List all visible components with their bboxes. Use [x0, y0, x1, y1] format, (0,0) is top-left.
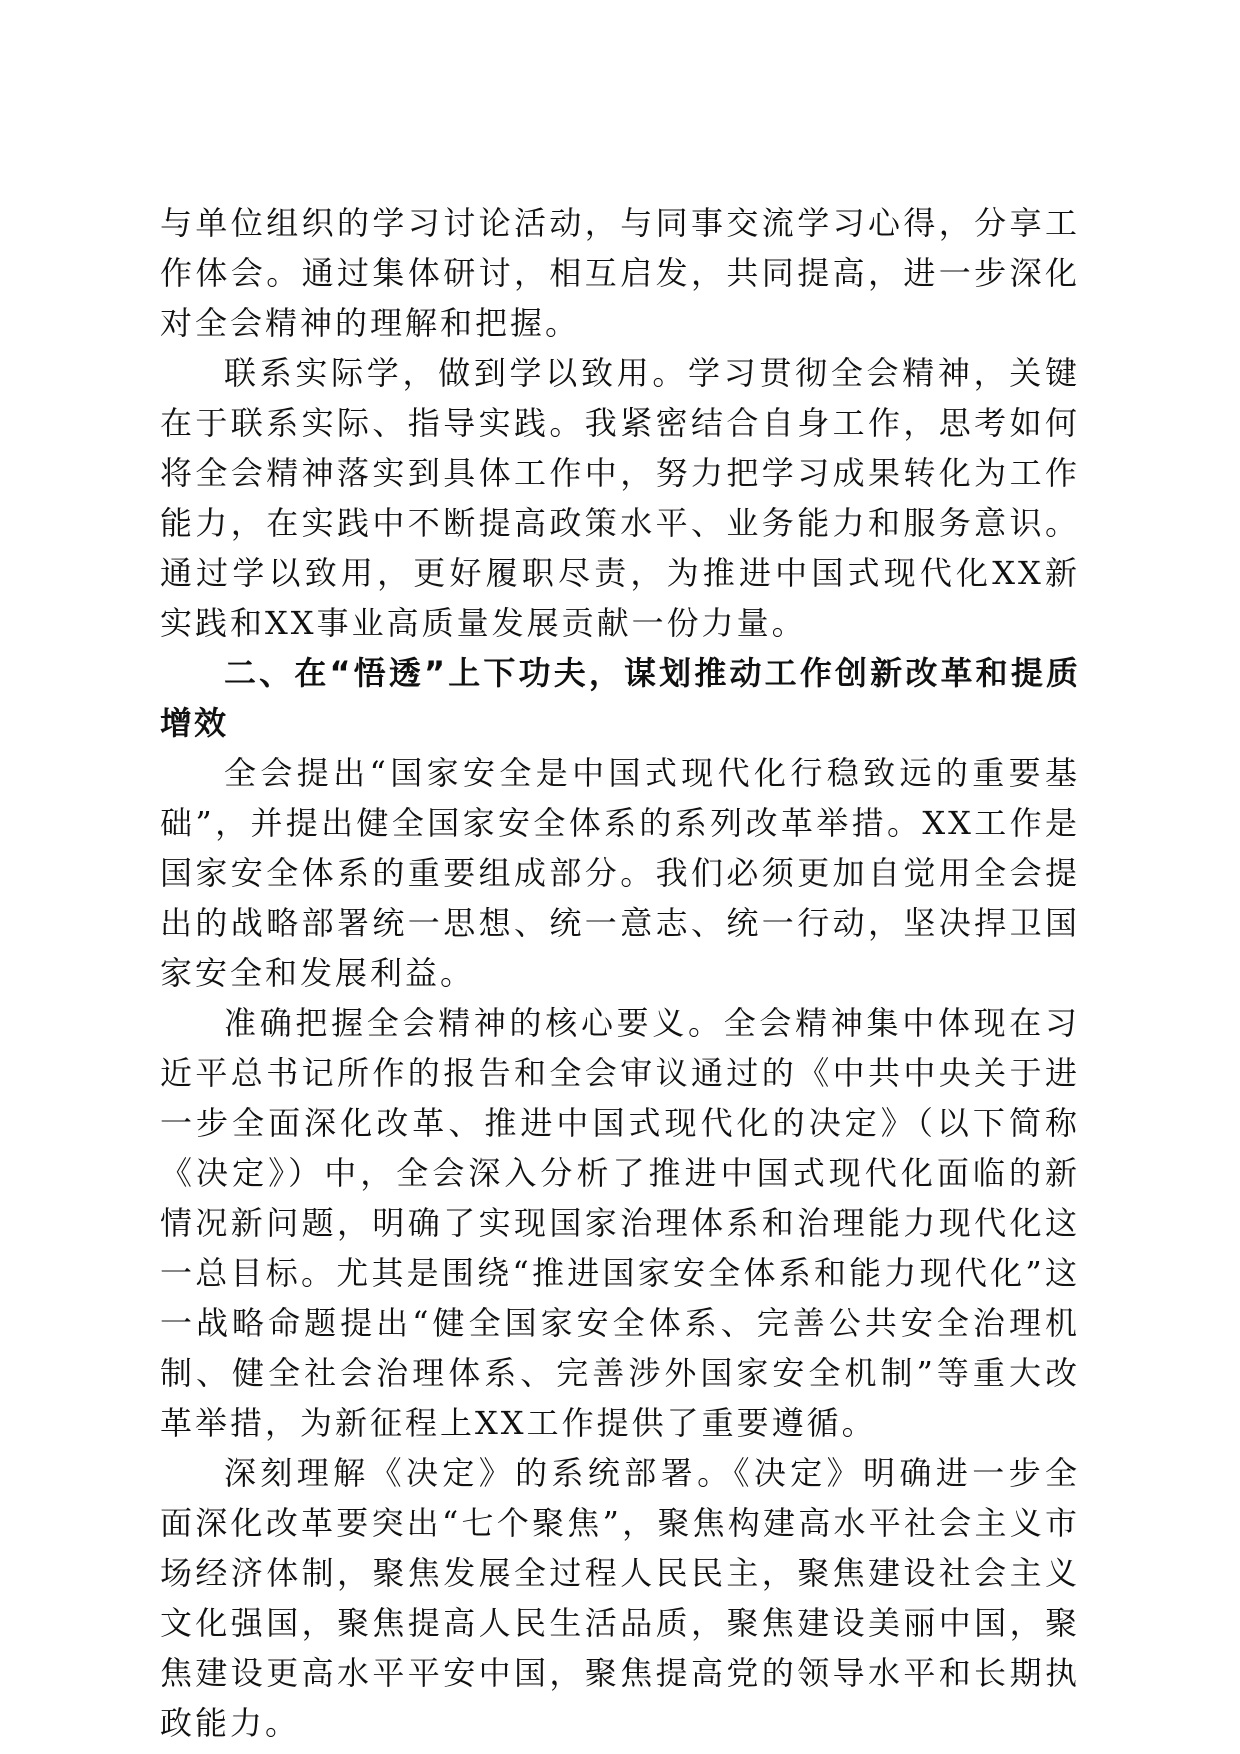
paragraph-apply-learning: 联系实际学，做到学以致用。学习贯彻全会精神，关键在于联系实际、指导实践。我紧密结合自身工作，思考如何将全会精神落实到具体工作中，努力把学习成果转化为工作能力，在实践中不断提高政策水平、业务能力和服务意识。通过学以致用，更好履职尽责，为推进中国式现代化XX新实践和XX事业高质量发展贡献一份力量。 [160, 354, 1080, 642]
paragraph-system-deployment: 深刻理解《决定》的系统部署。《决定》明确进一步全面深化改革要突出“七个聚焦”，聚焦构建高水平社会主义市场经济体制，聚焦发展全过程人民民主，聚焦建设社会主义文化强国，聚焦提高人民生活品质，聚焦建设美丽中国，聚焦建设更高水平平安中国，聚焦提高党的领导水平和长期执政能力。 [160, 1454, 1080, 1742]
section-heading-two: 二、在“悟透”上下功夫，谋划推动工作创新改革和提质增效 [160, 654, 1080, 742]
document-body [160, 198, 1080, 1748]
paragraph-continuation: 与单位组织的学习讨论活动，与同事交流学习心得，分享工作体会。通过集体研讨，相互启发，共同提高，进一步深化对全会精神的理解和把握。 [160, 204, 1080, 342]
paragraph-national-security: 全会提出“国家安全是中国式现代化行稳致远的重要基础”，并提出健全国家安全体系的系列改革举措。XX工作是国家安全体系的重要组成部分。我们必须更加自觉用全会提出的战略部署统一思想、统一意志、统一行动，坚决捍卫国家安全和发展利益。 [160, 754, 1080, 992]
paragraph-core-essence: 准确把握全会精神的核心要义。全会精神集中体现在习近平总书记所作的报告和全会审议通过的《中共中央关于进一步全面深化改革、推进中国式现代化的决定》（以下简称《决定》）中，全会深入分析了推进中国式现代化面临的新情况新问题，明确了实现国家治理体系和治理能力现代化这一总目标。尤其是围绕“推进国家安全体系和能力现代化”这一战略命题提出“健全国家安全体系、完善公共安全治理机制、健全社会治理体系、完善涉外国家安全机制”等重大改革举措，为新征程上XX工作提供了重要遵循。 [160, 1004, 1080, 1442]
